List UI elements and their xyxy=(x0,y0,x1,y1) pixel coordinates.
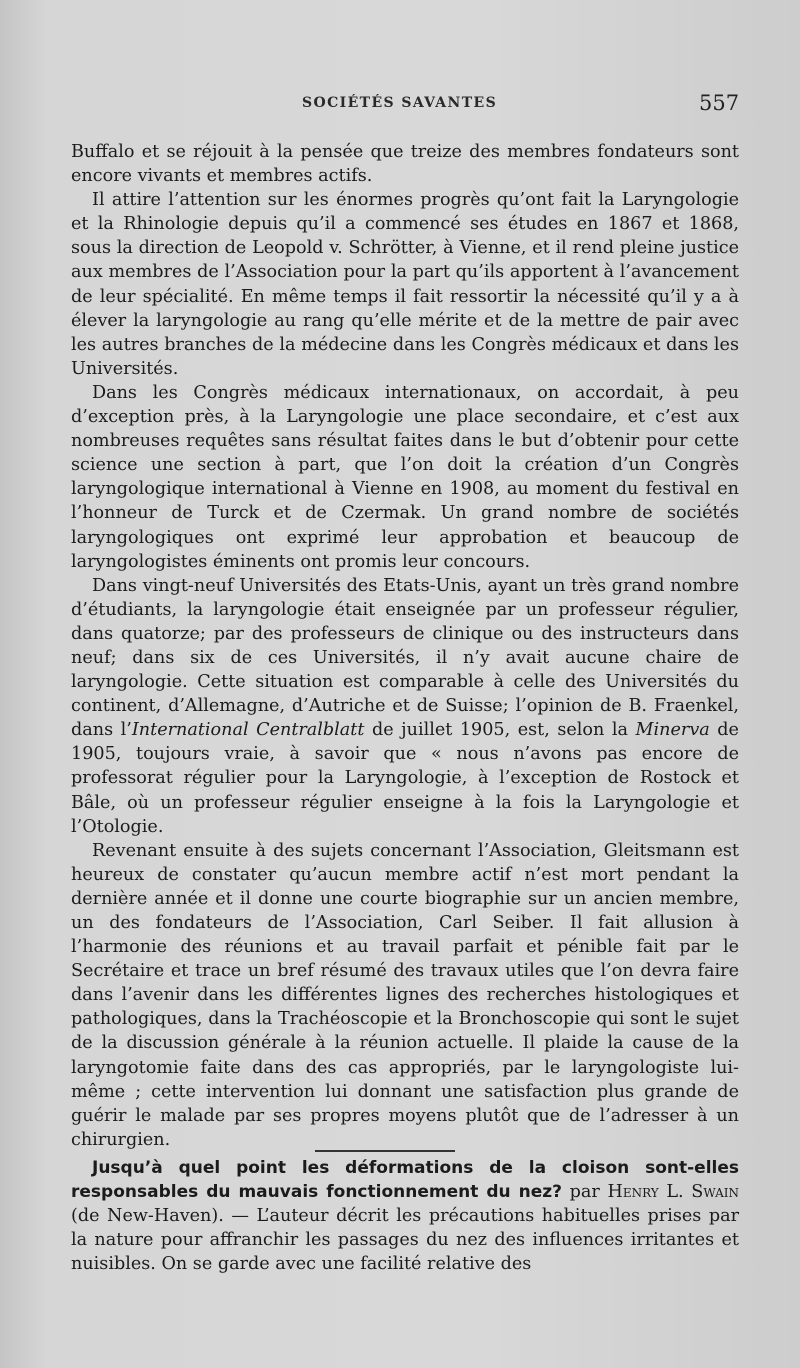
article-by: par xyxy=(562,1182,608,1203)
journal-minerva: Minerva xyxy=(635,720,710,741)
page-number: 557 xyxy=(699,91,740,115)
paragraph-3: Dans les Congrès médicaux internationaux, on accordait, à peu d’exception près, à la Laryngologie une place secondaire, et c’est aux nombreuses requêtes sans résultat faites dans le but d’obtenir pour cette science une section à part, que l’on doit la création d’un Congrès laryngologique international à Vienne en 1908, au moment du festival en l’honneur de Turck et de Czermak. Un grand nombre de sociétés laryngologiques ont exprimé leur approbation et beaucoup de laryngologistes éminents ont promis leur concours. xyxy=(71,382,739,572)
body-text xyxy=(71,140,739,1152)
paragraph-4-part3: de 1905, toujours vraie, à savoir que « nous n’avons pas encore de professorat régulier pour la Laryngologie, à l’exception de Rostock et Bâle, où un professeur régulier enseigne à la fois la Laryngologie et l’Otologie. xyxy=(71,720,739,837)
article-author: Henry L. Swain xyxy=(607,1182,739,1203)
article-affiliation: (de New-Haven). — xyxy=(71,1206,257,1227)
section-title: SOCIÉTÉS SAVANTES xyxy=(302,95,498,111)
article-text: L’auteur décrit les précautions habituelles prises par la nature pour affranchir les passages du nez des influences irritantes et nuisibles. On se garde avec une facilité relative des xyxy=(71,1206,739,1275)
article-title: Jusqu’à quel point les déformations de la cloison sont-elles responsables du mauvais fonctionnement du nez? xyxy=(71,1158,739,1203)
paragraph-2: Il attire l’attention sur les énormes progrès qu’ont fait la Laryngologie et la Rhinologie depuis qu’il a commencé ses études en 1867 et 1868, sous la direction de Leopold v. Schrötter, à Vienne, et il rend pleine justice aux membres de l’Association pour la part qu’ils apportent à l’avancement de leur spécialité. En même temps il fait ressortir la nécessité qu’il y a à élever la laryngologie au rang qu’elle mérite et de la mettre de pair avec les autres branches de la médecine dans les Congrès médicaux et dans les Universités. xyxy=(71,190,739,379)
section-divider xyxy=(315,1150,455,1152)
article-abstract xyxy=(71,1156,739,1276)
running-header xyxy=(0,93,800,123)
article-paragraph xyxy=(71,1156,739,1276)
paragraph-5: Revenant ensuite à des sujets concernant l’Association, Gleitsmann est heureux de constater qu’aucun membre actif n’est mort pendant la dernière année et il donne une courte biographie sur un ancien membre, un des fondateurs de l’Association, Carl Seiber. Il fait allusion à l’harmonie des réunions et au travail parfait et pénible fait par le Secrétaire et trace un bref résumé des travaux utiles que l’on devra faire dans l’avenir dans les différentes lignes des recherches histologiques et pathologiques, dans la Trachéoscopie et la Bronchoscopie qui sont le sujet de la discussion générale à la réunion actuelle. Il plaide la cause de la laryngotomie faite dans des cas appropriés, par le laryngologiste lui-même ; cette intervention lui donnant une satisfaction plus grande de guérir le malade par ses propres moyens plutôt que de l’adresser à un chirurgien. xyxy=(71,840,739,1150)
paragraph-4 xyxy=(71,574,739,839)
journal-title: International Centralblatt xyxy=(131,720,365,741)
paragraph-4-part2: de juillet 1905, est, selon la xyxy=(364,720,636,741)
paragraph-1: Buffalo et se réjouit à la pensée que treize des membres fondateurs sont encore vivants et membres actifs. xyxy=(71,142,739,187)
paragraph-4-part1: Dans vingt-neuf Universités des Etats-Unis, ayant un très grand nombre d’étudiants, la laryngologie était enseignée par un professeur régulier, dans quatorze; par des professeurs de clinique ou des instructeurs dans neuf; dans six de ces Universités, il n’y avait aucune chaire de laryngologie. Cette situation est comparable à celle des Universités du continent, d’Allemagne, d’Autriche et de Suisse; l’opinion de B. Fraenkel, dans l’ xyxy=(71,575,739,741)
